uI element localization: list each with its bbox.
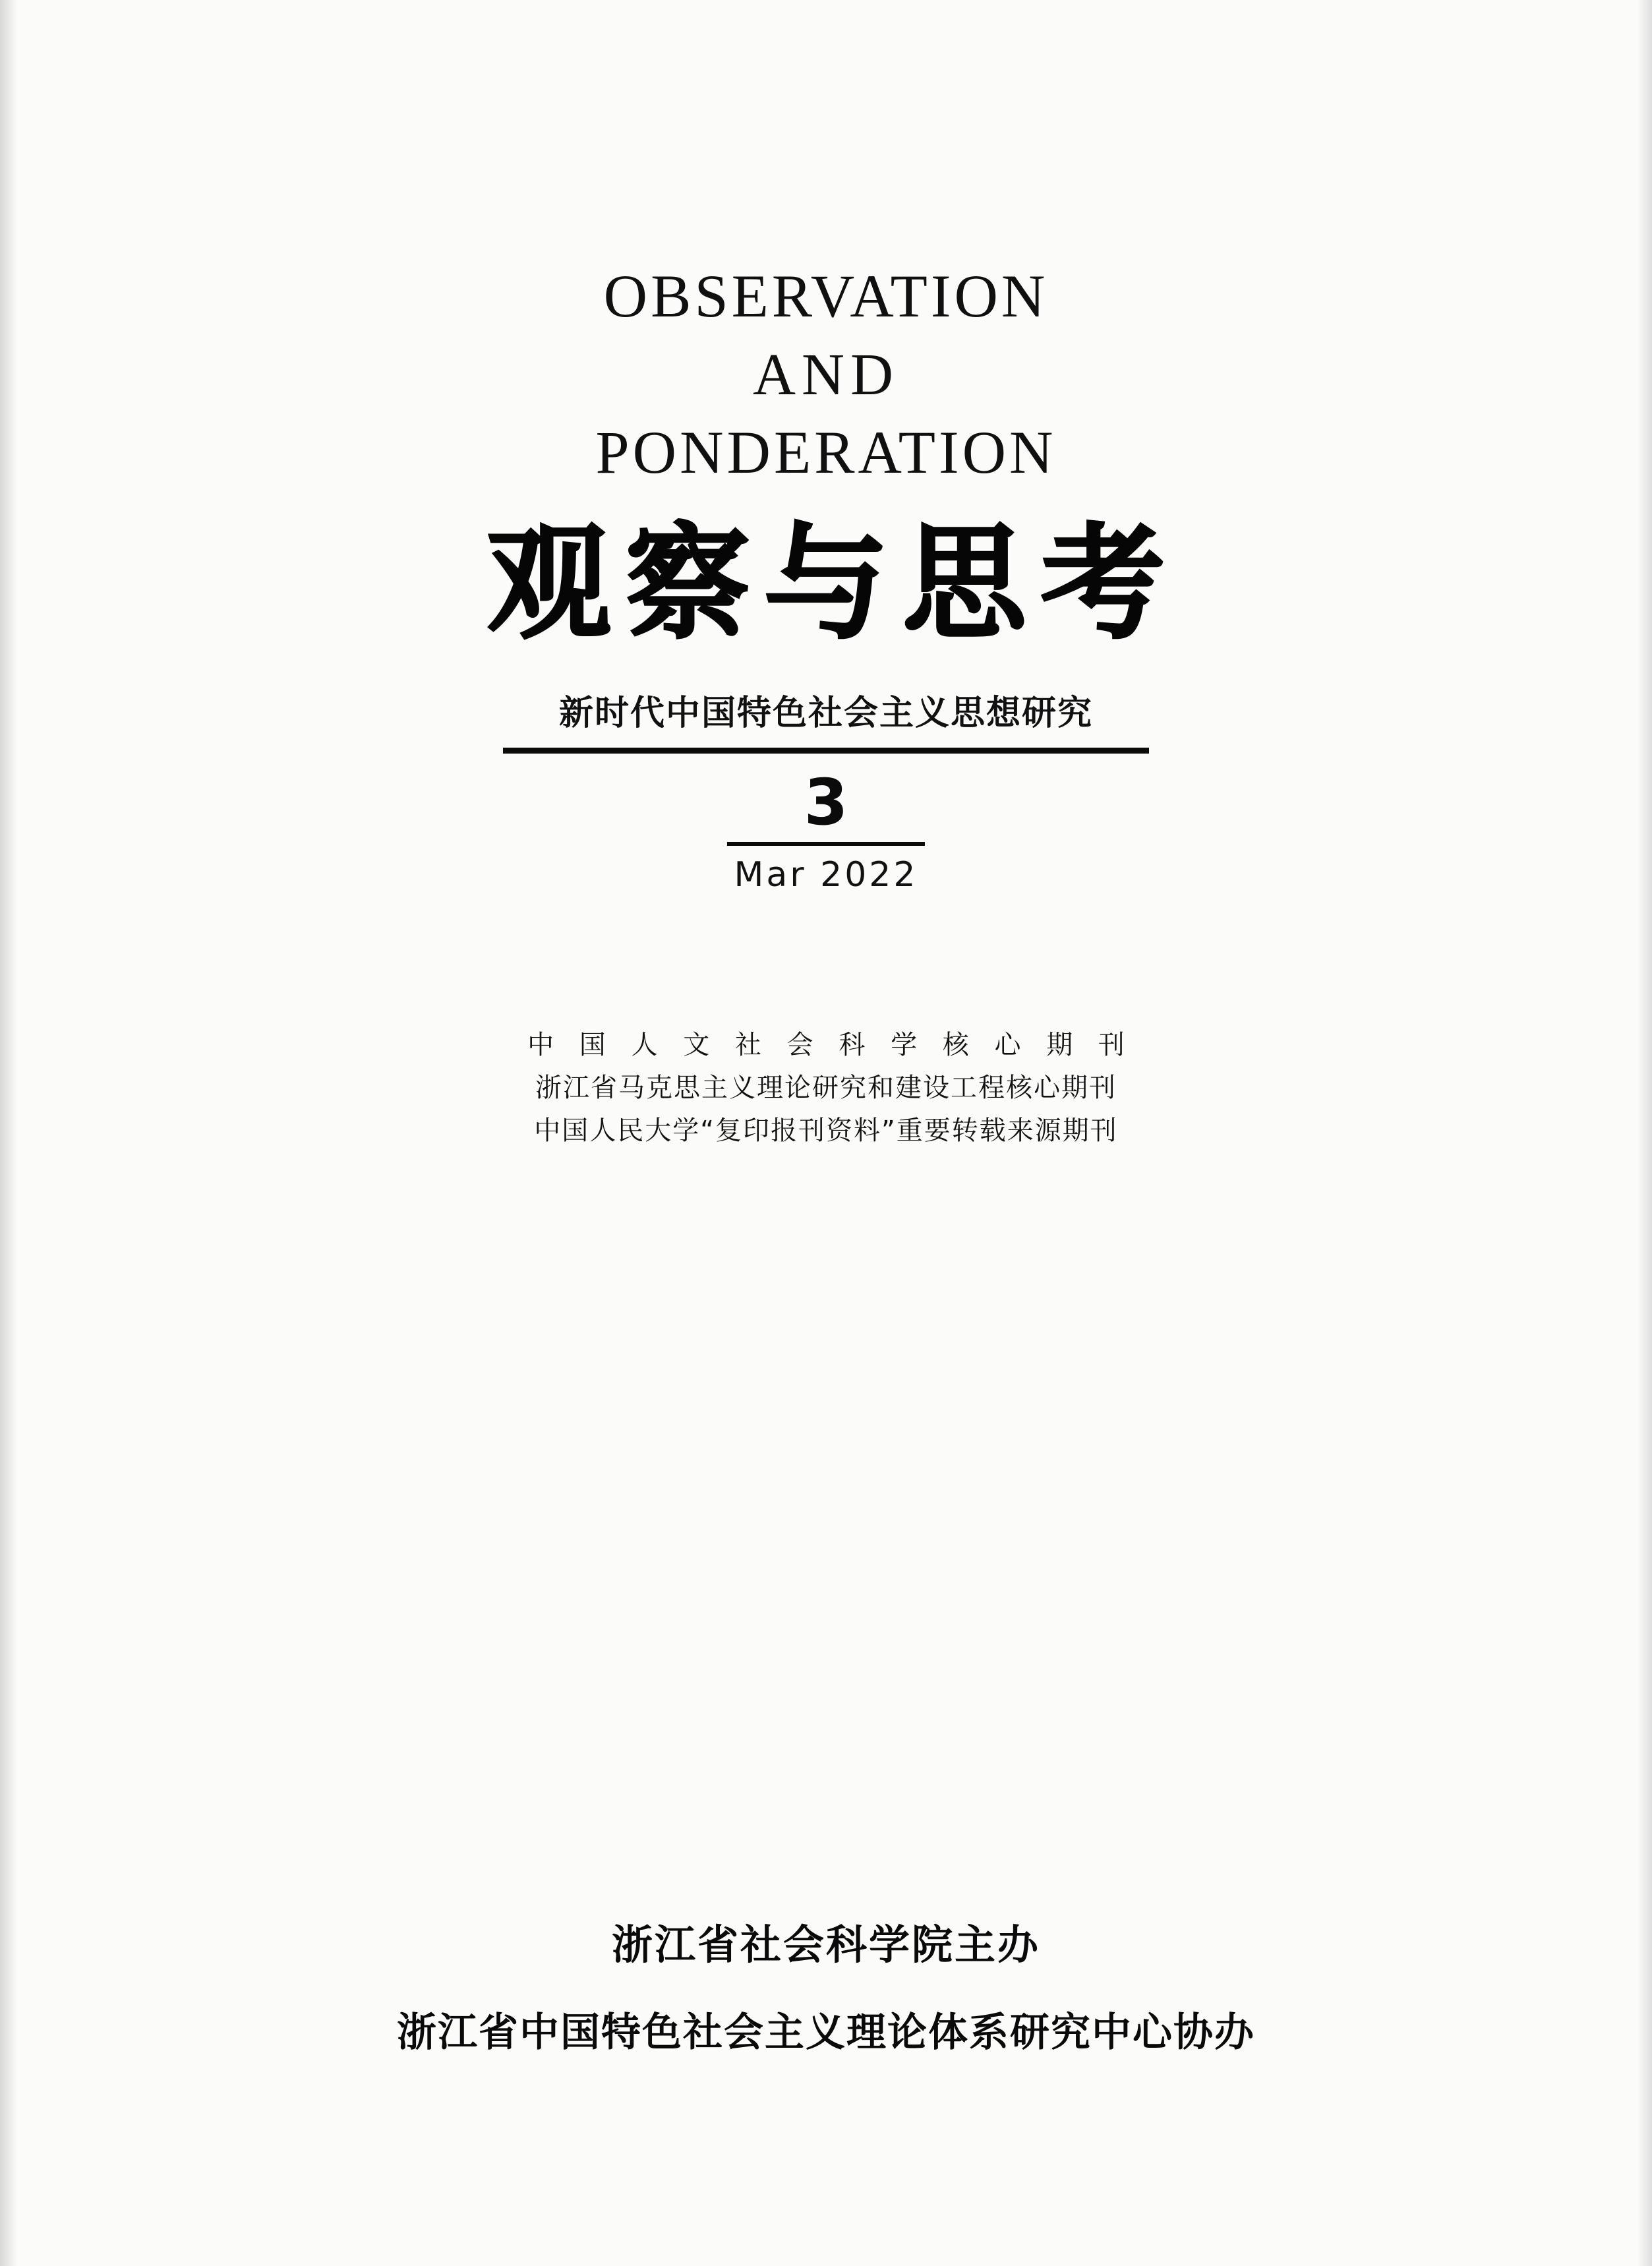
credentials-block bbox=[0, 1024, 1652, 1152]
chinese-masthead: 观察与思考 bbox=[487, 512, 1179, 657]
issue-divider bbox=[727, 842, 925, 846]
publisher-line-1: 浙江省社会科学院主办 bbox=[611, 1921, 1040, 1969]
issue-date: Mar 2022 bbox=[734, 855, 918, 895]
english-title-line-2: AND bbox=[753, 342, 899, 407]
issue-number: 3 bbox=[804, 765, 848, 840]
subtitle-block bbox=[0, 685, 1652, 754]
credential-line-2: 浙江省马克思主义理论研究和建设工程核心期刊 bbox=[535, 1073, 1117, 1104]
english-title-line-3: PONDERATION bbox=[595, 418, 1057, 486]
subtitle-divider bbox=[503, 748, 1149, 754]
subtitle: 新时代中国特色社会主义思想研究 bbox=[558, 694, 1093, 734]
credential-line-3: 中国人民大学“复印报刊资料”重要转载来源期刊 bbox=[534, 1115, 1118, 1146]
english-title-line-1: OBSERVATION bbox=[603, 262, 1049, 330]
publisher-block bbox=[0, 1912, 1652, 2058]
english-title bbox=[0, 257, 1652, 492]
publisher-line-2: 浙江省中国特色社会主义理论体系研究中心协办 bbox=[397, 2010, 1255, 2056]
credential-line-1: 中 国 人 文 社 会 科 学 核 心 期 刊 bbox=[527, 1030, 1133, 1061]
